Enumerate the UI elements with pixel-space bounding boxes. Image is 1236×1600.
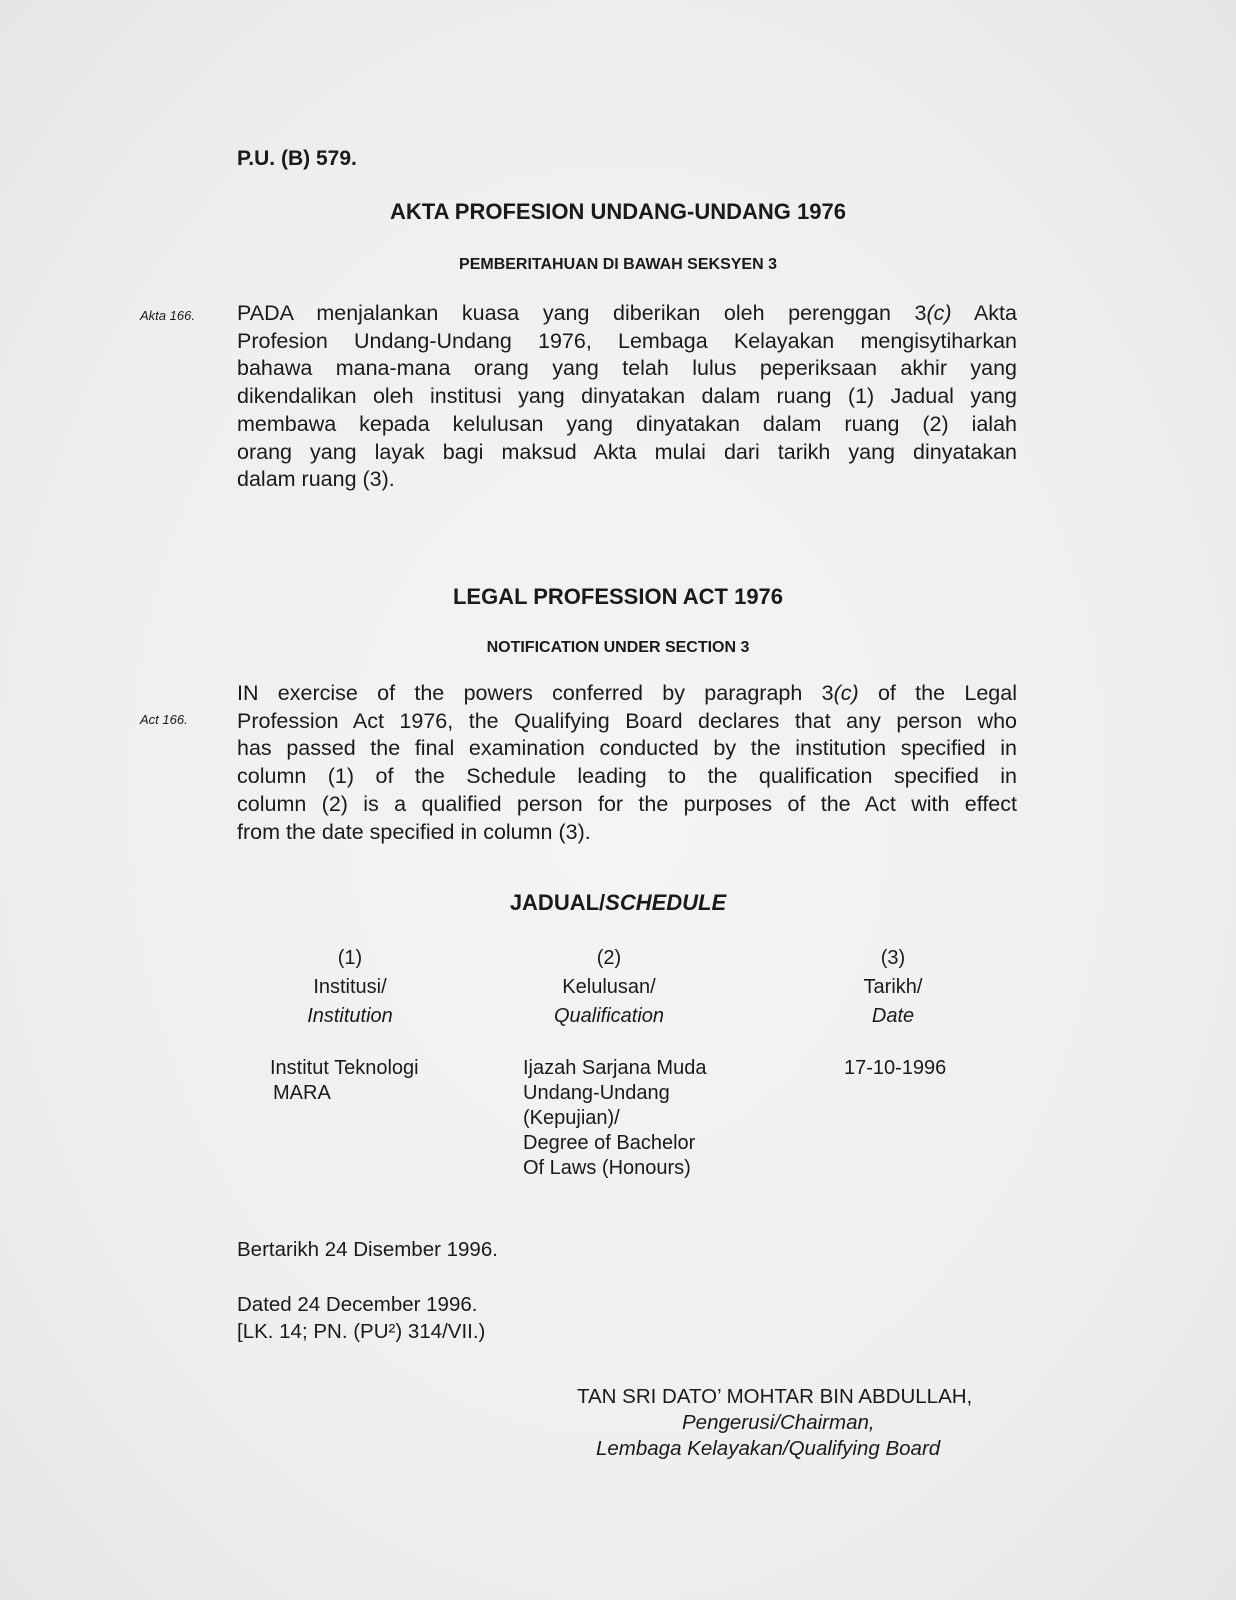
schedule-date: 17-10-1996 xyxy=(844,1057,947,1079)
paragraph-line: membawa kepada kelulusan yang dinyatakan dalam ruang (2) ialah xyxy=(237,411,1017,436)
paragraph-line: column (1) of the Schedule leading to the qualification specified in xyxy=(237,764,1017,789)
gazette-reference: P.U. (B) 579. xyxy=(237,147,357,170)
signatory-name: TAN SRI DATO’ MOHTAR BIN ABDULLAH, xyxy=(577,1385,973,1408)
schedule-column-header: (1) Institusi/ Institution xyxy=(307,947,393,1027)
file-reference: [LK. 14; PN. (PU²) 314/VII.) xyxy=(237,1320,486,1343)
malay-title: AKTA PROFESION UNDANG-UNDANG 1976 xyxy=(390,199,846,224)
malay-subtitle: PEMBERITAHUAN DI BAWAH SEKSYEN 3 xyxy=(459,256,777,273)
malay-margin-note: Akta 166. xyxy=(140,308,195,323)
paragraph-line: orang yang layak bagi maksud Akta mulai dari tarikh yang dinyatakan xyxy=(237,439,1017,464)
date-english: Dated 24 December 1996. xyxy=(237,1293,478,1316)
schedule-institution: Institut Teknologi MARA xyxy=(270,1057,419,1104)
paragraph-line: Profesion Undang-Undang 1976, Lembaga Kelayakan mengisytiharkan xyxy=(237,328,1017,353)
paragraph-line: Profession Act 1976, the Qualifying Board declares that any person who xyxy=(237,708,1017,733)
english-margin-note: Act 166. xyxy=(140,712,188,727)
signatory-position: Pengerusi/Chairman, xyxy=(682,1411,875,1434)
malay-paragraph xyxy=(237,300,1017,494)
paragraph-line: from the date specified in column (3). xyxy=(237,819,591,844)
paragraph-line: has passed the final examination conducted by the institution specified in xyxy=(237,736,1017,761)
schedule-column-header: (3) Tarikh/ Date xyxy=(863,947,923,1027)
schedule-title: JADUAL/SCHEDULE xyxy=(509,890,727,915)
schedule-qualification: Ijazah Sarjana Muda Undang-Undang (Kepujian)/ Degree of Bachelor Of Laws (Honours) xyxy=(523,1057,707,1179)
paragraph-line: bahawa mana-mana orang yang telah lulus peperiksaan akhir yang xyxy=(237,356,1017,381)
schedule-column-header: (2) Kelulusan/ Qualification xyxy=(553,947,665,1027)
paragraph-line: dikendalikan oleh institusi yang dinyatakan dalam ruang (1) Jadual yang xyxy=(237,384,1017,409)
paragraph-line: column (2) is a qualified person for the purposes of the Act with effect xyxy=(237,791,1017,816)
paragraph-line: IN exercise of the powers conferred by paragraph 3(c) of the Legal xyxy=(237,681,1017,705)
english-title: LEGAL PROFESSION ACT 1976 xyxy=(452,584,784,609)
date-malay: Bertarikh 24 Disember 1996. xyxy=(237,1238,498,1261)
signature-block xyxy=(577,1384,1017,1462)
paragraph-line: PADA menjalankan kuasa yang diberikan oleh perenggan 3(c) Akta xyxy=(237,301,1017,325)
english-subtitle: NOTIFICATION UNDER SECTION 3 xyxy=(486,639,750,656)
paragraph-line: dalam ruang (3). xyxy=(237,467,395,492)
english-paragraph xyxy=(237,680,1017,846)
signatory-board: Lembaga Kelayakan/Qualifying Board xyxy=(596,1437,941,1460)
